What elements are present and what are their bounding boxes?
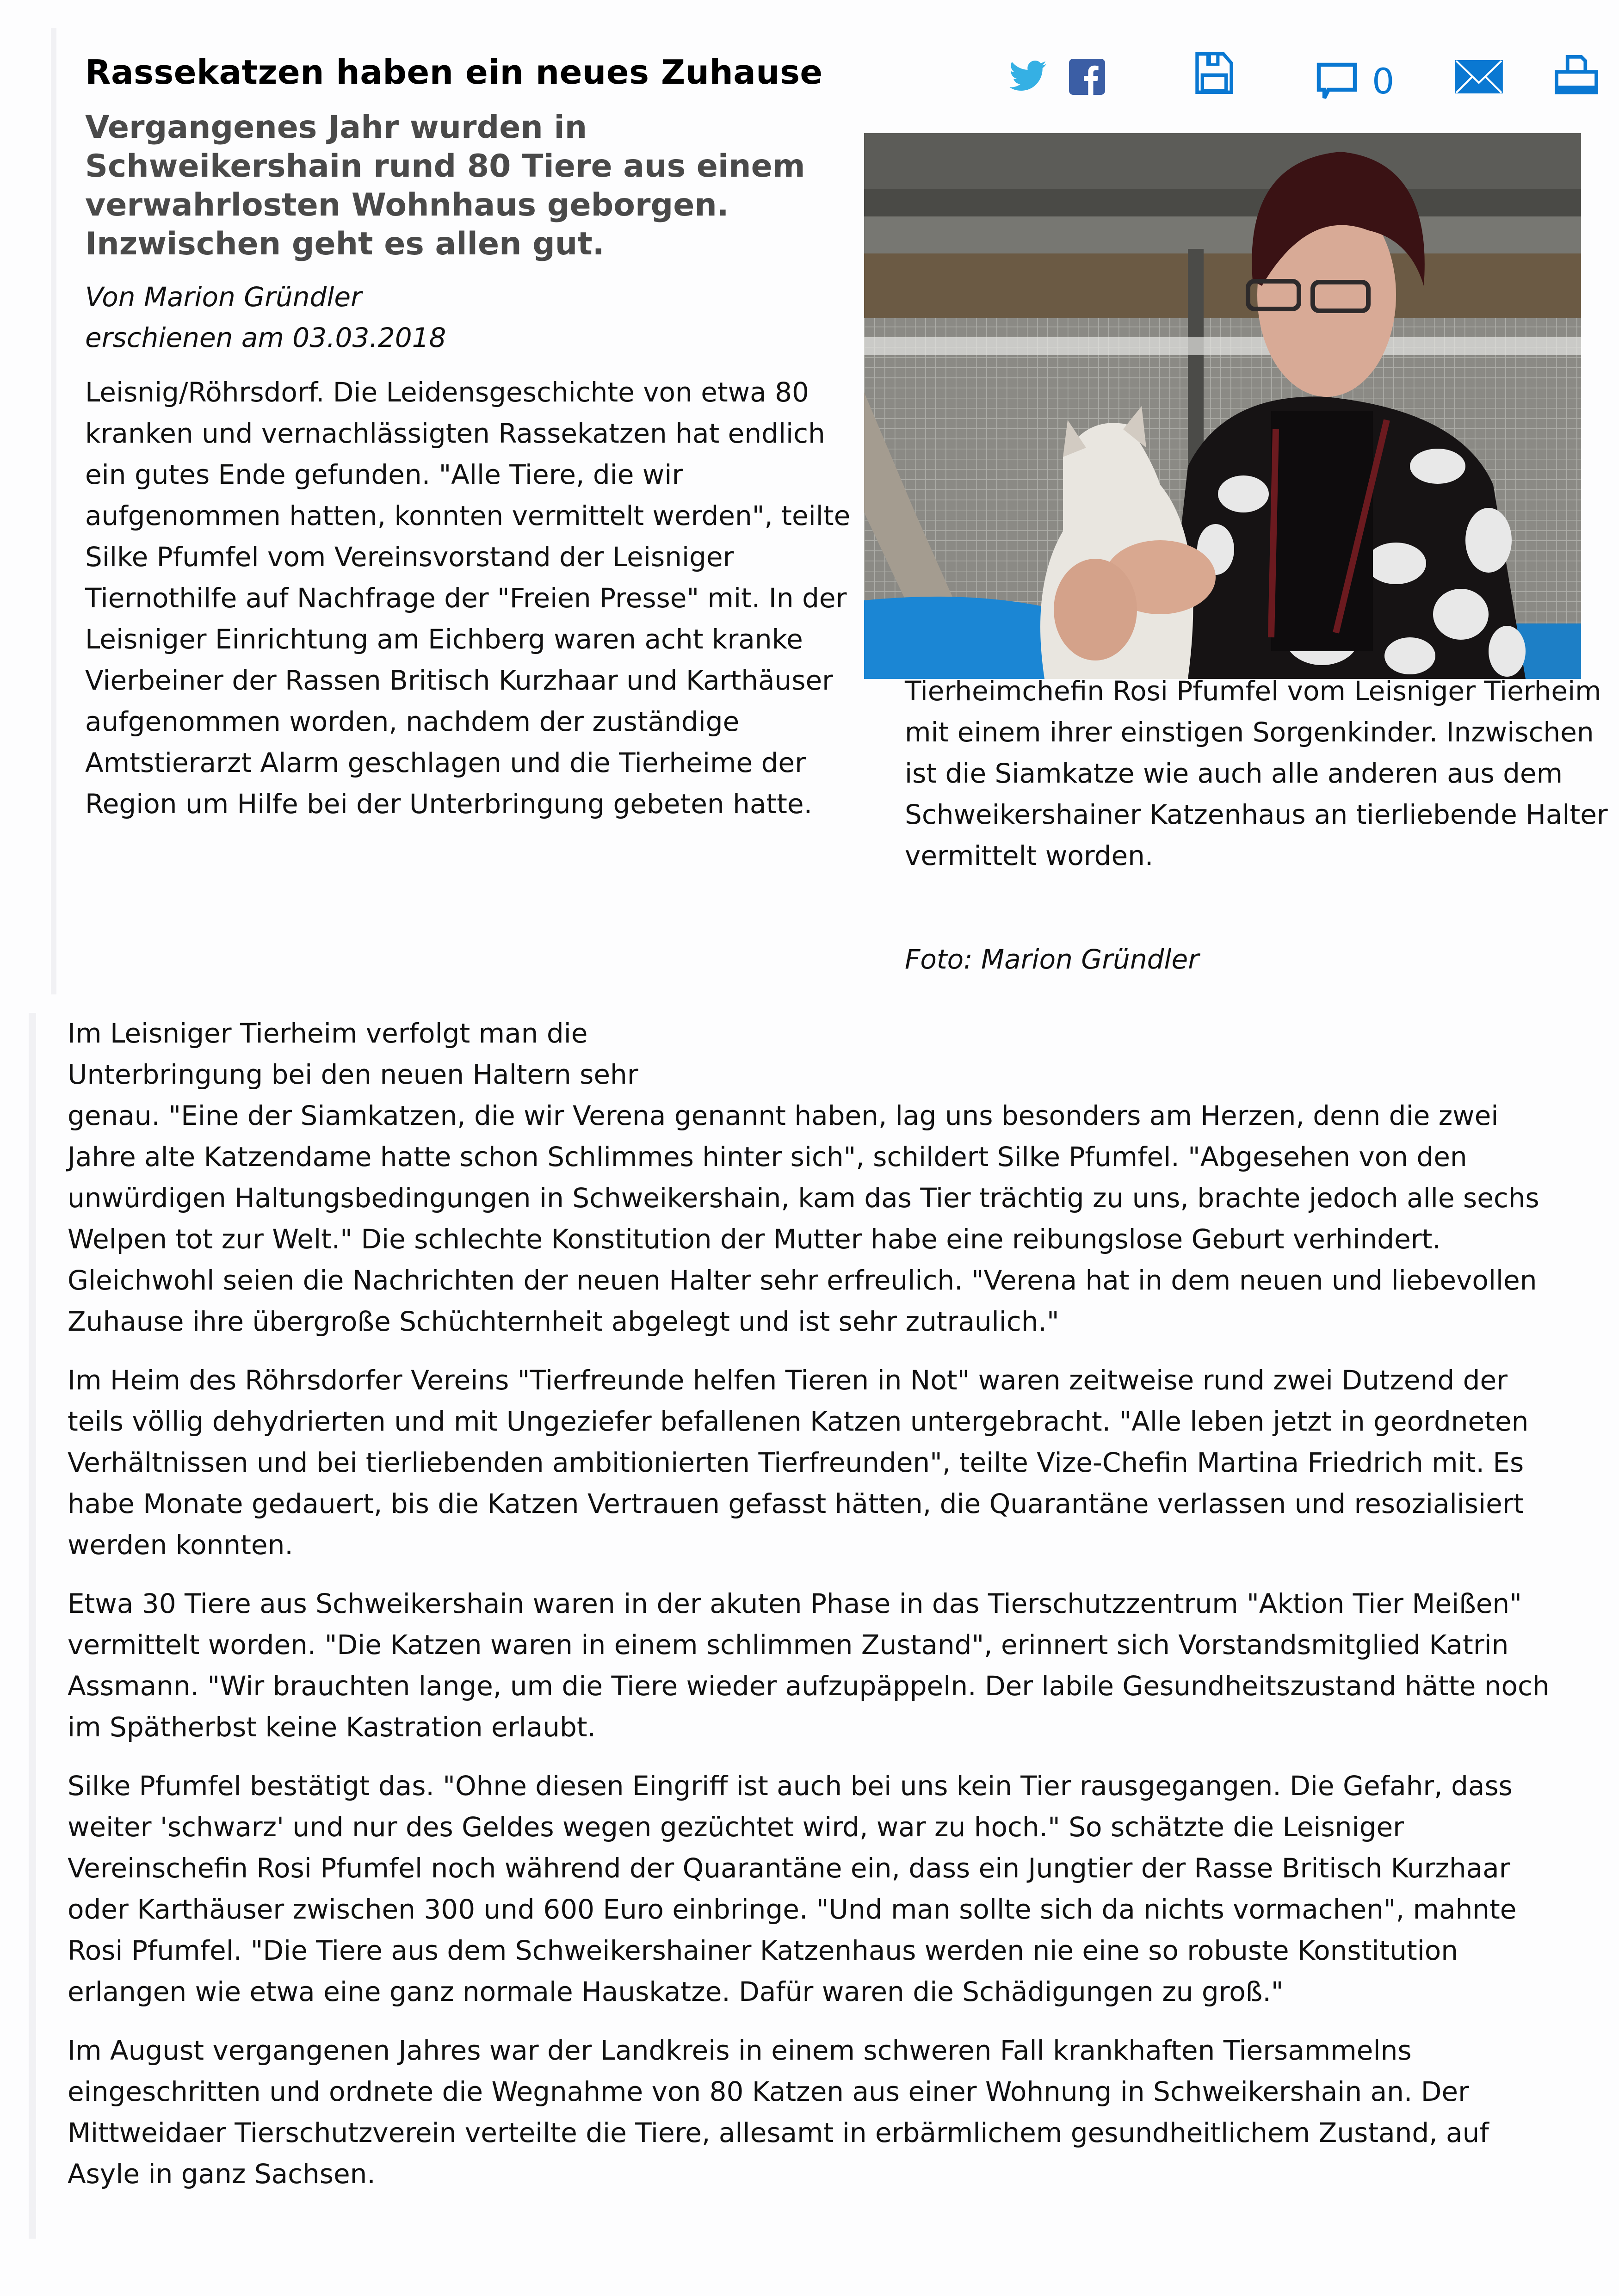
envelope-icon <box>1455 60 1503 93</box>
comment-icon <box>1315 61 1359 102</box>
article-publish-date: erschienen am 03.03.2018 <box>85 322 446 353</box>
floppy-disk-icon <box>1194 51 1234 95</box>
article-paragraph: Silke Pfumfel bestätigt das. "Ohne diesen Eingriff ist auch bei uns kein Tier rausgegangen. Die Gefahr, dass weiter 'schwarz' und nur des Geldes wegen gezüchtet wird, war zu hoch." So schätzte die Leisniger Vereinschefin Rosi Pfumfel noch während der Quarantäne ein, dass ein Jungtier der Rasse Britisch Kurzhaar oder Karthäuser zwischen 300 und 600 Euro einbringe. "Und man sollte sich da nichts vormachen", mahnte Rosi Pfumfel. "Die Tiere aus dem Schweikershainer Katzenhaus werden nie eine so robuste Konstitution erlangen wie etwa eine ganz normale Hauskatze. Dafür waren die Schädigungen zu groß." <box>68 1770 1517 2007</box>
photo-woman-with-cat <box>864 133 1581 679</box>
twitter-share-button[interactable] <box>1009 57 1046 94</box>
article-header-block <box>51 28 1608 994</box>
paragraph-2-intro: Im Leisniger Tierheim verfolgt man die Unterbringung bei den neuen Haltern sehr <box>68 1018 638 1090</box>
article-lead-paragraph: Leisnig/Röhrsdorf. Die Leidensgeschichte von etwa 80 kranken und vernachlässigten Rassekatzen hat endlich ein gutes Ende gefunden. "Alle Tiere, die wir aufgenommen hatten, konnten vermittelt werden", teilte Silke Pfumfel vom Vereinsvorstand der Leisniger Tiernothilfe auf Nachfrage der "Freien Presse" mit. In der Leisniger Einrichtung am Eichberg waren acht kranke Vierbeiner der Rassen Britisch Kurzhaar und Karthäuser aufgenommen worden, nachdem der zuständige Amtstierarzt Alarm geschlagen und die Tierheime der Region um Hilfe bei der Unterbringung gebeten hatte. <box>85 376 851 820</box>
twitter-icon <box>1009 60 1046 92</box>
article-byline: Von Marion Gründler <box>85 281 362 313</box>
print-button[interactable] <box>1553 52 1600 96</box>
article-photo[interactable] <box>864 133 1581 679</box>
facebook-icon <box>1069 59 1105 95</box>
article-paragraph <box>68 1013 1566 1342</box>
photo-credit: Foto: Marion Gründler <box>905 944 1199 975</box>
article-body-block <box>29 1013 1581 2239</box>
article-headline: Rassekatzen haben ein neues Zuhause <box>85 53 823 92</box>
article-paragraph: Im Heim des Röhrsdorfer Vereins "Tierfreunde helfen Tieren in Not" waren zeitweise rund zwei Dutzend der teils völlig dehydrierten und mit Ungeziefer befallenen Katzen untergebracht. "Alle leben jetzt in geordneten Verhältnissen und bei tierliebenden ambitionierten Tierfreunden", teilte Vize-Chefin Martina Friedrich mit. Es habe Monate gedauert, bis die Katzen Vertrauen gefasst hätten, die Quarantäne verlassen und resozialisiert werden konnten. <box>68 1364 1529 1561</box>
save-button[interactable] <box>1193 50 1235 96</box>
facebook-share-button[interactable] <box>1069 58 1106 95</box>
share-toolbar <box>1009 50 1601 105</box>
photo-caption: Tierheimchefin Rosi Pfumfel vom Leisniger Tierheim mit einem ihrer einstigen Sorgenkinder. Inzwischen ist die Siamkatze wie auch alle anderen aus dem Schweikershainer Katzenhaus an tierliebende Halter vermittelt worden. <box>905 675 1608 871</box>
paragraph-2-continuation: genau. "Eine der Siamkatzen, die wir Verena genannt haben, lag uns besonders am Herzen, denn die zwei Jahre alte Katzendame hatte schon Schlimmes hinter sich", schildert Silke Pfumfel. "Abgesehen von den unwürdigen Haltungsbedingungen in Schweikershain, kam das Tier trächtig zu uns, brachte jedoch alle sechs Welpen tot zur Welt." Die schlechte Konstitution der Mutter habe eine reibungslose Geburt verhindert. Gleichwohl seien die Nachrichten der neuen Halter sehr erfreulich. "Verena hat in dem neuen und liebevollen Zuhause ihre übergroße Schüchternheit abgelegt und ist sehr zutraulich." <box>68 1100 1539 1337</box>
comment-count: 0 <box>1372 61 1395 102</box>
comments-button[interactable] <box>1315 58 1407 105</box>
article-paragraph: Im August vergangenen Jahres war der Landkreis in einem schweren Fall krankhaften Tiersammelns eingeschritten und ordnete die Wegnahme von 80 Katzen aus einer Wohnung in Schweikershain an. Der Mittweidaer Tierschutzverein verteilte die Tiere, allesamt in erbärmlichem gesundheitlichem Zustand, auf Asyle in ganz Sachsen. <box>68 2035 1489 2190</box>
article-intro-column <box>85 52 871 825</box>
article-paragraph: Etwa 30 Tiere aus Schweikershain waren in der akuten Phase in das Tierschutzzentrum "Aktion Tier Meißen" vermittelt worden. "Die Katzen waren in einem schlimmen Zustand", erinnert sich Vorstandsmitglied Katrin Assmann. "Wir brauchten lange, um die Tiere wieder aufzupäppeln. Der labile Gesundheitszustand hätte noch im Spätherbst keine Kastration erlaubt. <box>68 1588 1550 1743</box>
printer-icon <box>1554 53 1599 95</box>
email-share-button[interactable] <box>1453 58 1504 95</box>
article-teaser: Vergangenes Jahr wurden in Schweikershain rund 80 Tiere aus einem verwahrlosten Wohnhaus geborgen. Inzwischen geht es allen gut. <box>85 109 805 262</box>
article-body <box>68 1013 1566 2212</box>
